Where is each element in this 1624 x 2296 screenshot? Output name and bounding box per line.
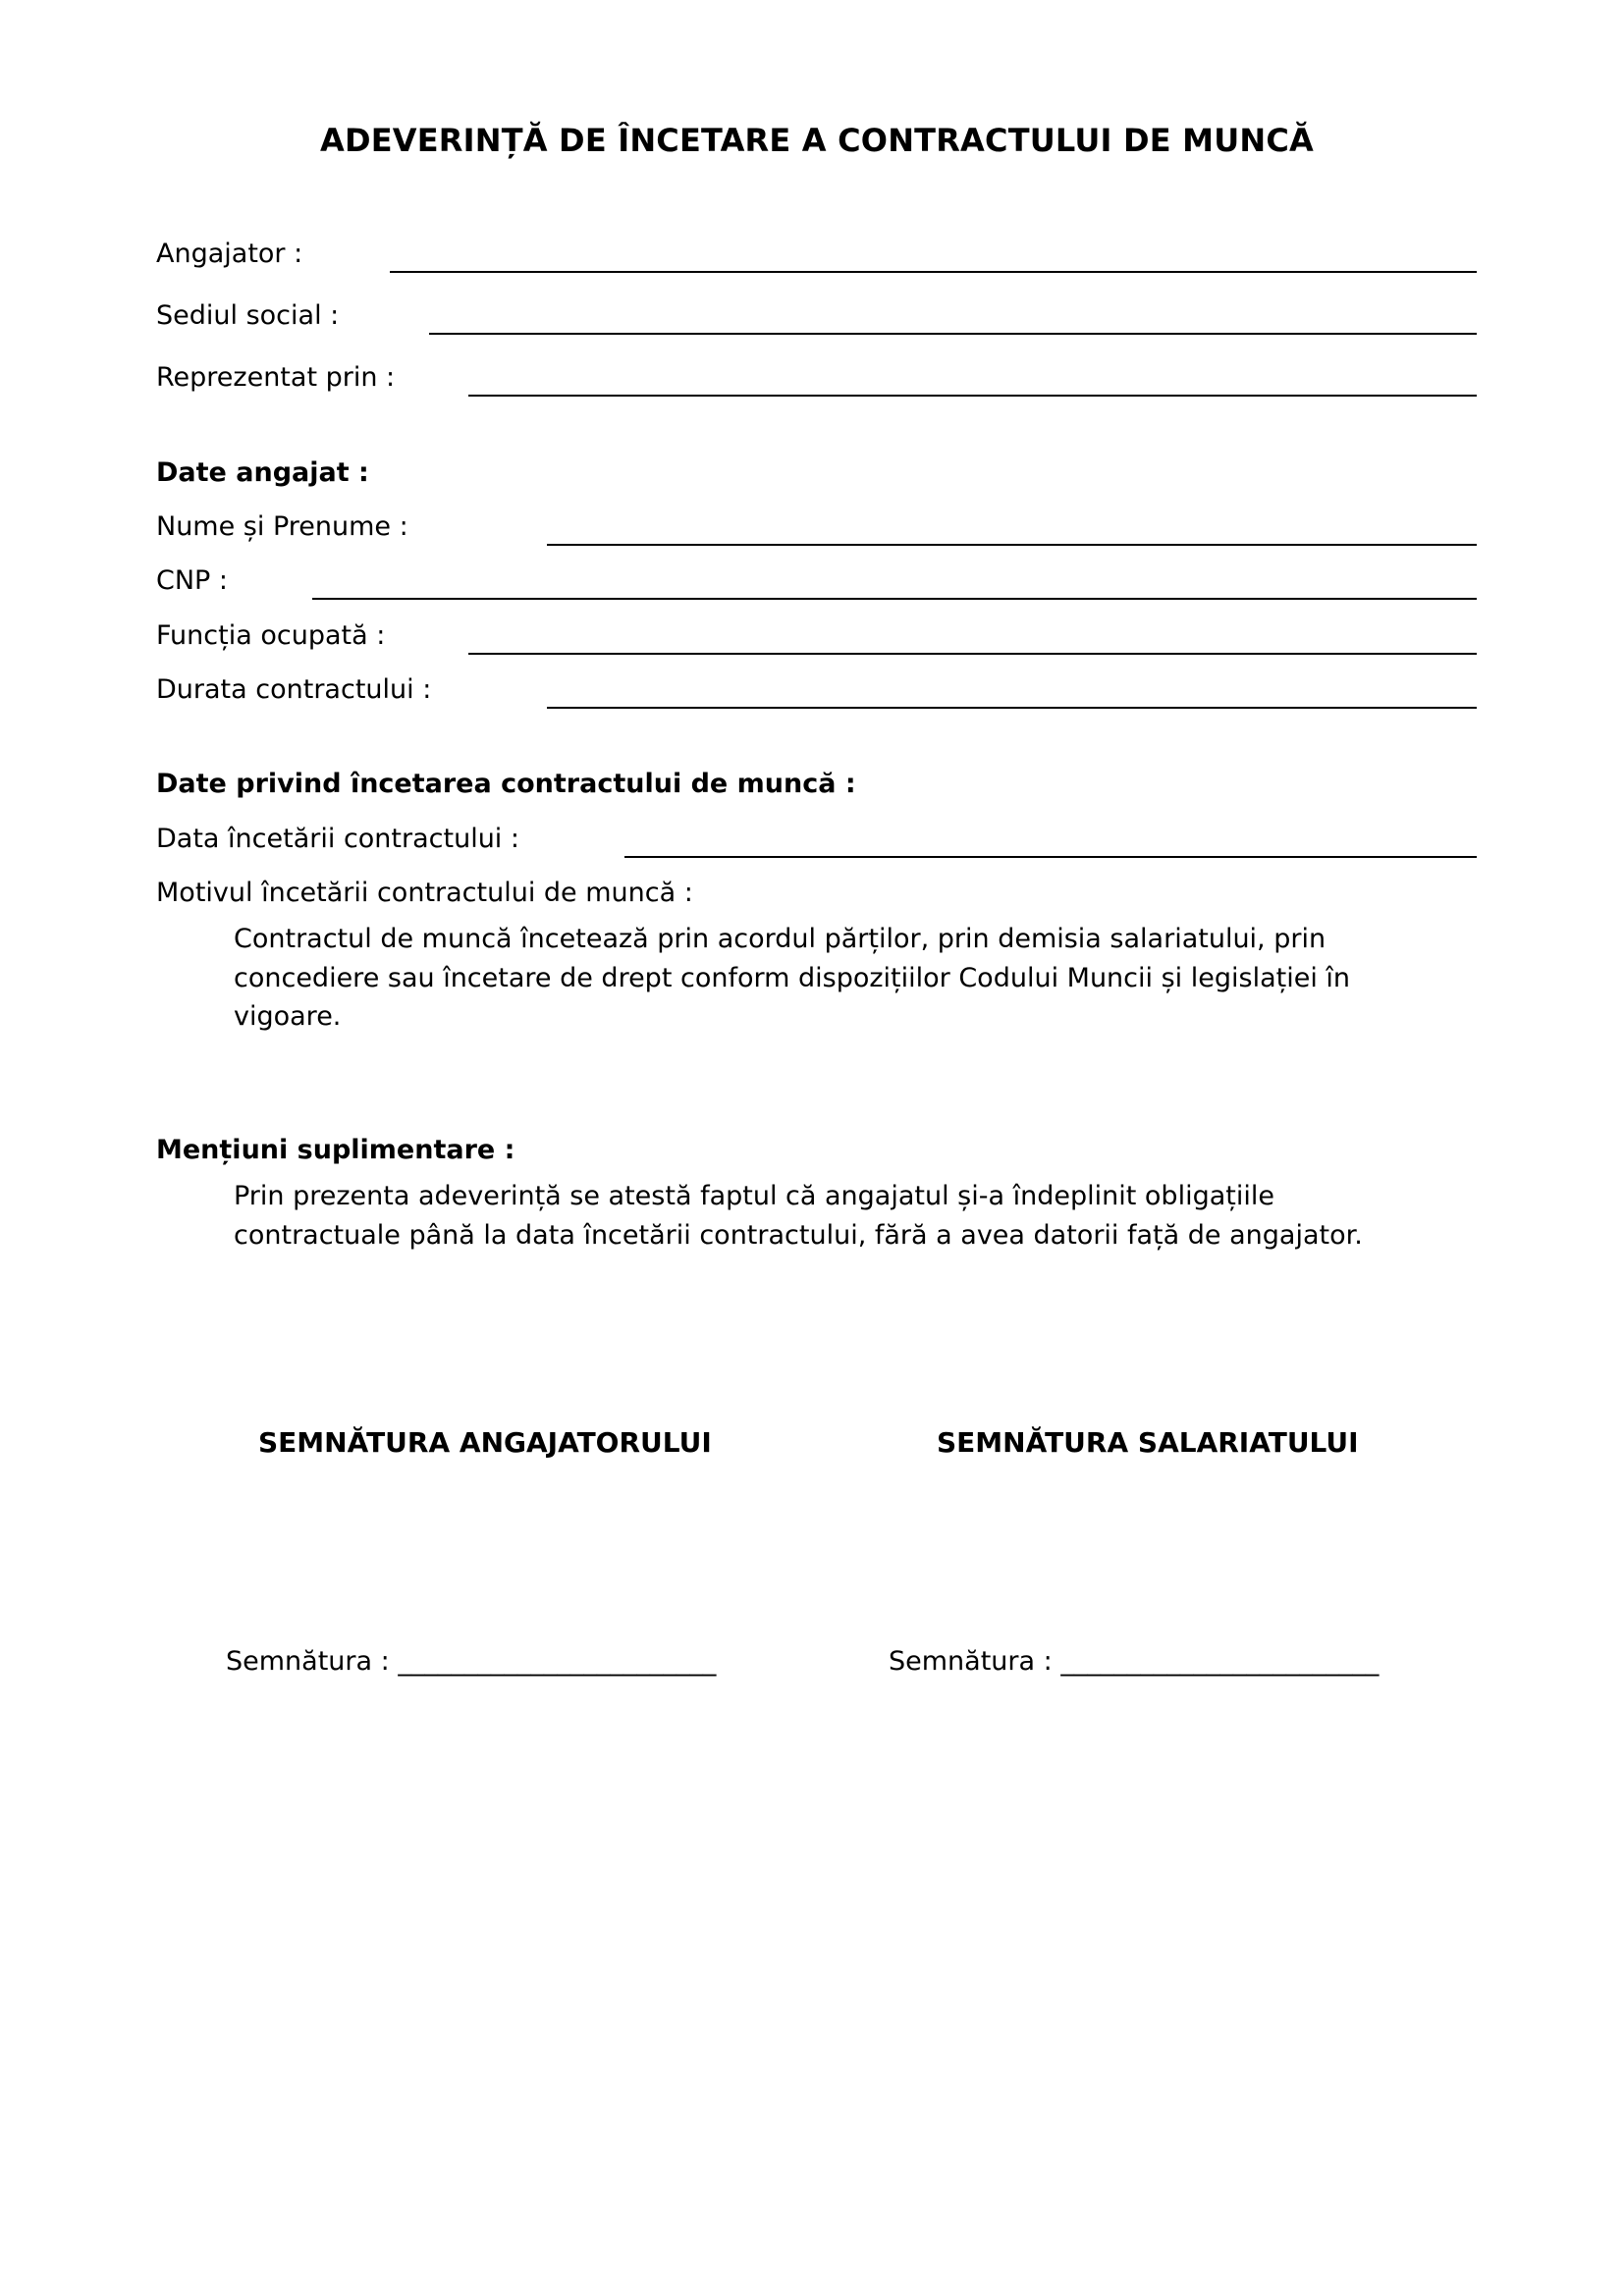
additional-text: Prin prezenta adeverință se atestă faptul că angajatul și-a îndeplinit obligațiile contractuale până la data încetării contractului, fără a avea datorii față de angajator. bbox=[234, 1181, 1363, 1251]
cnp-field[interactable] bbox=[312, 598, 1477, 600]
document-title: ADEVERINȚĂ DE ÎNCETARE A CONTRACTULUI DE MUNCĂ bbox=[319, 122, 1315, 159]
employee-section-heading: Date angajat : bbox=[156, 457, 369, 488]
position-label: Funcția ocupată : bbox=[156, 620, 386, 651]
employer-label: Angajator : bbox=[156, 239, 303, 269]
employer-field[interactable] bbox=[390, 271, 1477, 273]
contract-duration-label: Durata contractului : bbox=[156, 674, 432, 705]
termination-date-field[interactable] bbox=[624, 856, 1477, 858]
termination-reason-text: Contractul de muncă încetează prin acordul părților, prin demisia salariatului, prin concediere sau încetare de drept conform dispozițiilor Codului Muncii și legislației în vigoare. bbox=[234, 924, 1351, 1032]
additional-section-heading: Mențiuni suplimentare : bbox=[156, 1135, 515, 1165]
employer-signature-heading: SEMNĂTURA ANGAJATORULUI bbox=[258, 1426, 712, 1459]
employee-signature-heading: SEMNĂTURA SALARIATULUI bbox=[937, 1426, 1359, 1459]
contract-duration-field[interactable] bbox=[547, 707, 1477, 709]
employer-signature-line[interactable]: Semnătura : ________________________ bbox=[226, 1646, 717, 1677]
termination-section-heading: Date privind încetarea contractului de muncă : bbox=[156, 769, 856, 799]
employee-signature-line[interactable]: Semnătura : ________________________ bbox=[889, 1646, 1380, 1677]
headquarters-label: Sediul social : bbox=[156, 300, 340, 331]
headquarters-field[interactable] bbox=[429, 333, 1477, 335]
name-label: Nume și Prenume : bbox=[156, 511, 408, 542]
termination-date-label: Data încetării contractului : bbox=[156, 824, 519, 854]
cnp-label: CNP : bbox=[156, 565, 229, 596]
representative-label: Reprezentat prin : bbox=[156, 362, 396, 393]
representative-field[interactable] bbox=[468, 395, 1477, 397]
termination-reason-label: Motivul încetării contractului de muncă : bbox=[156, 878, 693, 908]
name-field[interactable] bbox=[547, 544, 1477, 546]
position-field[interactable] bbox=[468, 653, 1477, 655]
